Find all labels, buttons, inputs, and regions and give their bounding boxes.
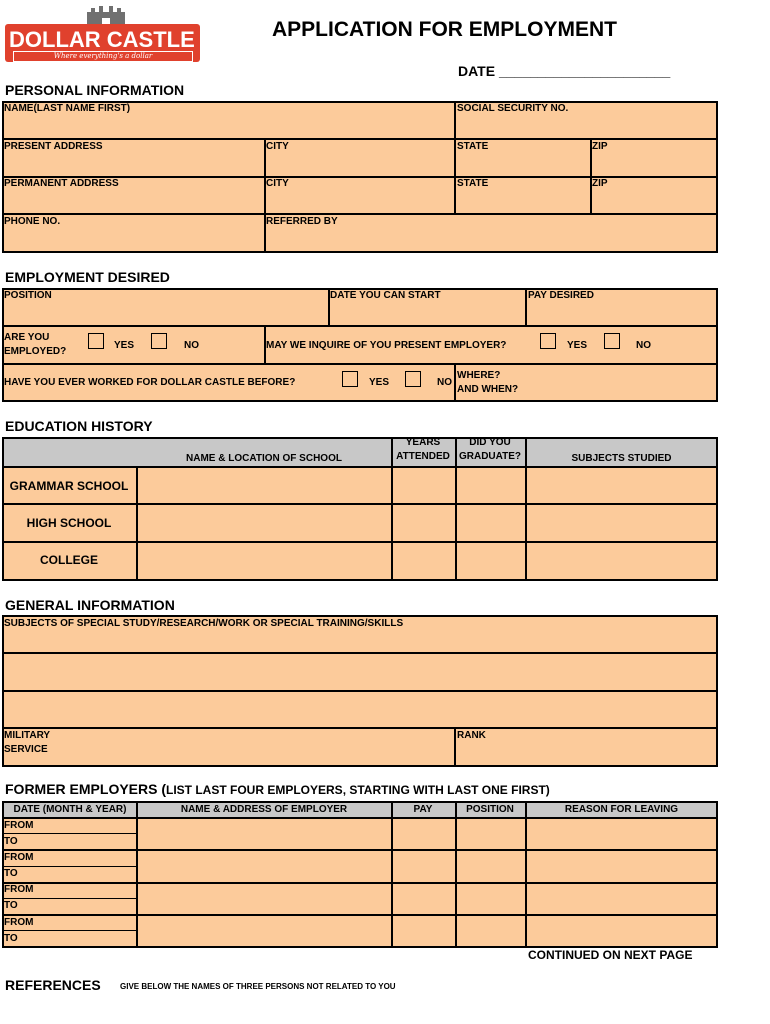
section-references-heading: REFERENCES xyxy=(5,977,101,993)
and-when-field[interactable]: AND WHEN? xyxy=(457,384,519,395)
references-note: GIVE BELOW THE NAMES OF THREE PERSONS NOT RELATED TO YOU xyxy=(120,982,396,991)
emp3-from-field[interactable]: FROM xyxy=(4,884,34,895)
referred-by-field[interactable]: REFERRED BY xyxy=(266,216,338,227)
present-zip-field[interactable]: ZIP xyxy=(592,141,608,152)
inquire-yes-label: YES xyxy=(567,340,588,351)
worked-no-checkbox[interactable] xyxy=(405,371,421,387)
worked-no-label: NO xyxy=(437,377,452,388)
military-field[interactable]: MILITARY xyxy=(4,730,51,741)
pay-desired-field[interactable]: PAY DESIRED xyxy=(528,290,594,301)
emp4-from-field[interactable]: FROM xyxy=(4,917,34,928)
date-field[interactable]: DATE ______________________ xyxy=(458,63,671,79)
worked-yes-label: YES xyxy=(369,377,390,388)
emp-col-date: DATE (MONTH & YEAR) xyxy=(13,804,127,815)
worked-yes-checkbox[interactable] xyxy=(342,371,358,387)
continued-note: CONTINUED ON NEXT PAGE xyxy=(528,948,693,962)
emp-col-reason: REASON FOR LEAVING xyxy=(564,804,679,815)
employed-yes-checkbox[interactable] xyxy=(88,333,104,349)
inquire-label: MAY WE INQUIRE OF YOU PRESENT EMPLOYER? xyxy=(266,340,507,351)
employed-no-checkbox[interactable] xyxy=(151,333,167,349)
employed-label: ARE YOU xyxy=(4,332,50,343)
edu-col-graduate-2: GRADUATE? xyxy=(458,451,522,462)
emp-col-pay: PAY xyxy=(413,804,433,815)
logo-text: DOLLAR CASTLE xyxy=(9,27,195,52)
emp1-from-field[interactable]: FROM xyxy=(4,820,34,831)
permanent-state-field[interactable]: STATE xyxy=(457,178,489,189)
personal-section xyxy=(2,101,718,253)
emp2-from-field[interactable]: FROM xyxy=(4,852,34,863)
permanent-zip-field[interactable]: ZIP xyxy=(592,178,608,189)
present-state-field[interactable]: STATE xyxy=(457,141,489,152)
emp4-to-field[interactable]: TO xyxy=(4,933,18,944)
start-date-field[interactable]: DATE YOU CAN START xyxy=(330,290,441,301)
employed-yes-label: YES xyxy=(114,340,135,351)
emp3-to-field[interactable]: TO xyxy=(4,900,18,911)
former-employers-table xyxy=(2,801,718,948)
section-education-heading: EDUCATION HISTORY xyxy=(5,418,153,434)
phone-field[interactable]: PHONE NO. xyxy=(4,216,61,227)
former-heading-note: LIST LAST FOUR EMPLOYERS, STARTING WITH LAST ONE FIRST) xyxy=(166,783,550,797)
edu-col-subjects: SUBJECTS STUDIED xyxy=(571,453,672,464)
section-personal-heading: PERSONAL INFORMATION xyxy=(5,82,185,98)
edu-col-years-2: ATTENDED xyxy=(396,451,450,462)
section-general-heading: GENERAL INFORMATION xyxy=(5,597,175,613)
edu-col-years: YEARS xyxy=(405,437,441,448)
permanent-address-field[interactable]: PERMANENT ADDRESS xyxy=(4,178,119,189)
section-former-heading xyxy=(5,781,550,799)
edu-col-graduate: DID YOU xyxy=(469,437,511,448)
worked-before-label: HAVE YOU EVER WORKED FOR DOLLAR CASTLE BEFORE? xyxy=(4,377,296,388)
edu-col-name: NAME & LOCATION OF SCHOOL xyxy=(186,453,342,464)
permanent-city-field[interactable]: CITY xyxy=(266,178,289,189)
inquire-no-checkbox[interactable] xyxy=(604,333,620,349)
position-field[interactable]: POSITION xyxy=(4,290,52,301)
present-address-field[interactable]: PRESENT ADDRESS xyxy=(4,141,103,152)
edu-row-grammar: GRAMMAR SCHOOL xyxy=(9,479,129,493)
edu-row-highschool: HIGH SCHOOL xyxy=(26,516,112,530)
general-section xyxy=(2,615,718,767)
inquire-no-label: NO xyxy=(636,340,651,351)
emp-col-position: POSITION xyxy=(466,804,514,815)
logo xyxy=(5,4,200,62)
emp-col-name: NAME & ADDRESS OF EMPLOYER xyxy=(180,804,348,815)
section-employment-heading: EMPLOYMENT DESIRED xyxy=(5,269,170,285)
inquire-yes-checkbox[interactable] xyxy=(540,333,556,349)
rank-field[interactable]: RANK xyxy=(457,730,486,741)
former-heading-main: FORMER EMPLOYERS ( xyxy=(5,781,167,797)
name-field[interactable]: NAME(LAST NAME FIRST) xyxy=(4,103,131,114)
where-field[interactable]: WHERE? xyxy=(457,370,501,381)
emp1-to-field[interactable]: TO xyxy=(4,836,18,847)
page-title: APPLICATION FOR EMPLOYMENT xyxy=(272,18,617,41)
military-field-2: SERVICE xyxy=(4,744,48,755)
emp2-to-field[interactable]: TO xyxy=(4,868,18,879)
special-subjects-field[interactable]: SUBJECTS OF SPECIAL STUDY/RESEARCH/WORK OR SPECIAL TRAINING/SKILLS xyxy=(4,618,404,629)
ssn-field[interactable]: SOCIAL SECURITY NO. xyxy=(457,103,569,114)
logo-wordmark xyxy=(5,24,200,62)
employed-label-2: EMPLOYED? xyxy=(4,346,67,357)
present-city-field[interactable]: CITY xyxy=(266,141,289,152)
edu-row-college: COLLEGE xyxy=(39,553,98,567)
logo-tagline: Where everything's a dollar xyxy=(13,51,193,62)
employed-no-label: NO xyxy=(184,340,199,351)
